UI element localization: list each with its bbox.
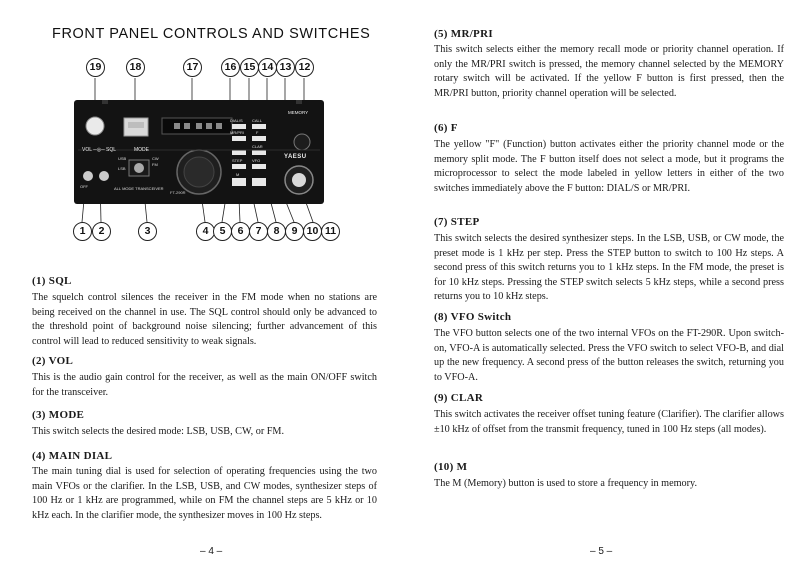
section-text: This switch selects the desired mode: LSB, USB, CW, or FM. [32, 426, 285, 437]
section-heading: (2) VOL [32, 355, 74, 367]
left-page [0, 0, 396, 561]
section-text: This switch activates the receiver offset tuning feature (Clarifier). The clarifier allows ±10 kHz of offset from the transmit frequency, tuned in 100 Hz steps (all modes). [434, 409, 784, 435]
right-page [396, 0, 793, 561]
callout-18: 18 [126, 58, 145, 77]
mode-fm-label: FM [152, 162, 158, 167]
callout-19: 19 [86, 58, 105, 77]
section-heading: (8) VFO Switch [434, 311, 512, 323]
yaesu-logo: YAESU [284, 154, 307, 160]
callout-17: 17 [183, 58, 202, 77]
section-heading: (1) SQL [32, 275, 72, 287]
callout-15: 15 [240, 58, 259, 77]
section-heading: (9) CLAR [434, 392, 484, 404]
m-label: M [236, 172, 240, 177]
section-heading: (3) MODE [32, 409, 85, 421]
section-text: The VFO button selects one of the two internal VFOs on the FT-290R. Upon switch-on, VFO-A is automatically selected. Press the VFO switch to select VFO-B, and dial up the new frequency. A second press of the button releases the switch, returning you to VFO-A. [434, 328, 784, 383]
model-label: FT-290R [170, 190, 186, 195]
section-heading: (4) MAIN DIAL [32, 450, 113, 462]
callout-10: 10 [303, 222, 322, 241]
section-text: This switch selects the desired synthesizer steps. In the LSB, USB, or CW mode, the preset mode is 1 kHz per step. Press the STEP button to switch to 100 Hz steps. A second press of this switch returns you to 1 kHz steps. In the FM mode, the preset is for 10 kHz steps. Pressing the STEP switch selects 5 kHz steps, while a second press returns you to 10 kHz steps. [434, 233, 784, 302]
section-text: The M (Memory) button is used to store a frequency in memory. [434, 478, 698, 489]
callout-7: 7 [249, 222, 268, 241]
callout-12: 12 [295, 58, 314, 77]
callout-11: 11 [321, 222, 340, 241]
callout-8: 8 [267, 222, 286, 241]
mode-usb-label: USB [118, 156, 127, 161]
callout-16: 16 [221, 58, 240, 77]
section-text: This is the audio gain control for the receiver, as well as the main ON/OFF switch for the transceiver. [32, 372, 377, 398]
clar-label: CLAR [252, 144, 263, 149]
callout-9: 9 [285, 222, 304, 241]
section-text: This switch selects either the memory recall mode or priority channel operation. If only the MR/PRI switch is pressed, the memory channel selected by the MEMORY rotary switch will be activated. If the yellow F button is first pressed, then the MR/PRI button, priority channel operation will be selected. [434, 44, 784, 99]
step-label: STEP [232, 158, 243, 163]
callout-4: 4 [196, 222, 215, 241]
page-number: – 5 – [590, 546, 613, 557]
page-number: – 4 – [200, 546, 223, 557]
callout-5: 5 [213, 222, 232, 241]
mode-cw-label: CW [152, 156, 159, 161]
f-label: F [256, 130, 259, 135]
call-label: CALL [252, 118, 263, 123]
callout-13: 13 [276, 58, 295, 77]
all-mode-label: ALL MODE TRANSCEIVER [114, 186, 164, 191]
dial-s-label: DIAL/S [230, 118, 243, 123]
mr-pri-label: MR/PRI [230, 130, 244, 135]
callout-2: 2 [92, 222, 111, 241]
callout-14: 14 [258, 58, 277, 77]
section-heading: (5) MR/PRI [434, 28, 493, 40]
mode-label: MODE [134, 147, 149, 153]
power-off-label: OFF [80, 184, 88, 189]
memory-label: MEMORY [288, 110, 309, 115]
mode-lsb-label: LSB [118, 166, 126, 171]
vfo-label: VFO [252, 158, 261, 163]
section-heading: (7) STEP [434, 216, 480, 228]
section-heading: (6) F [434, 122, 458, 134]
callout-3: 3 [138, 222, 157, 241]
transceiver-front-panel [74, 100, 324, 204]
callout-1: 1 [73, 222, 92, 241]
vol-sql-label: VOL ─◎─ SQL [82, 147, 117, 153]
section-text: The yellow "F" (Function) button activates either the priority channel mode or the memory split mode. The F button itself does not select a mode, but it programs the microprocessor to select the mode labeled in yellow letters in either of the two switches immediately above the F button: DIAL/S or MR/PRI. [434, 139, 784, 194]
section-text: The squelch control silences the receiver in the FM mode when no stations are being received on the channel in use. The SQL control should only be advanced to the threshold point of background noise silencing; further advancement of this control will lead to reduced sensitivity to weak signals. [32, 292, 377, 347]
callout-6: 6 [231, 222, 250, 241]
section-text: The main tuning dial is used for selection of operating frequencies using the two main VFOs or the clarifier. In the LSB, USB, and CW modes, synthesizer steps of 100 Hz or 1 kHz are programmed, while on FM the channel steps are 5 kHz or 10 kHz each. In the clarifier mode, the synthesizer moves in 100 Hz steps. [32, 466, 377, 521]
section-heading: (10) M [434, 461, 468, 473]
page-title: FRONT PANEL CONTROLS AND SWITCHES [52, 26, 371, 42]
